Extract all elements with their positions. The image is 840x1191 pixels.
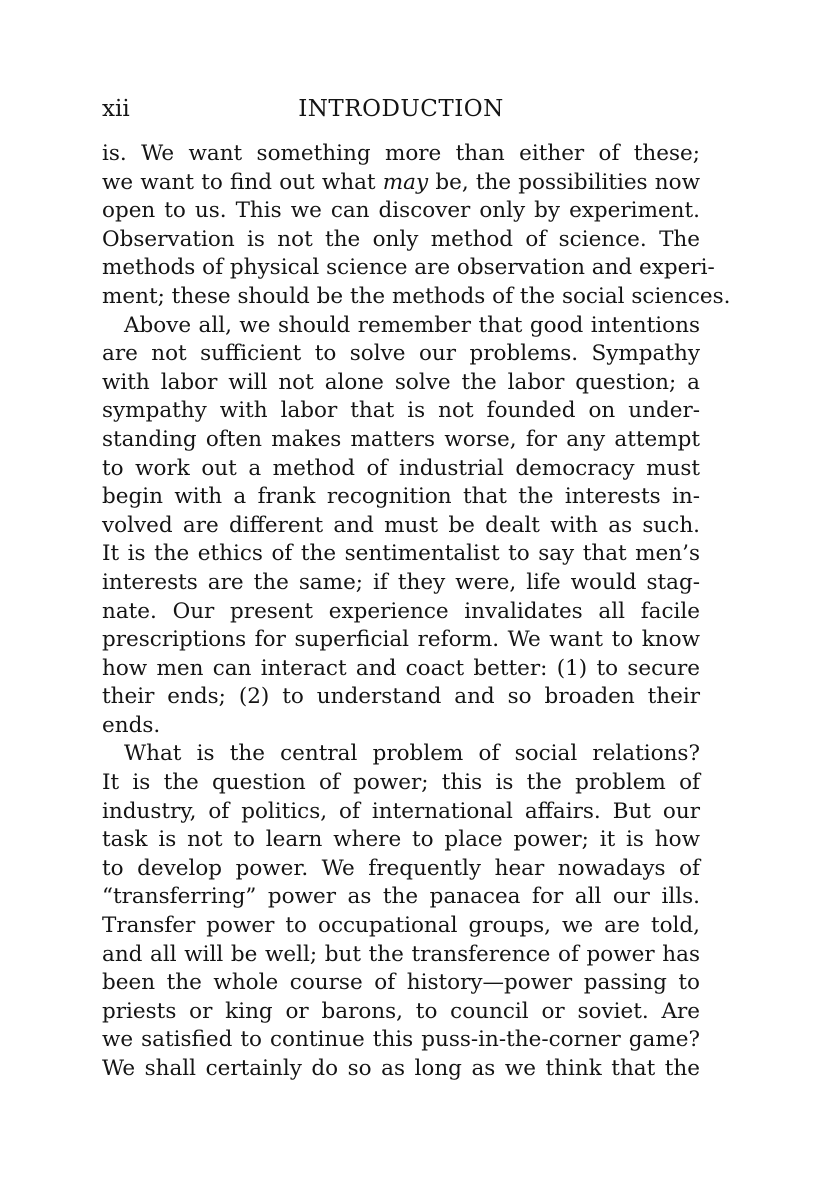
text-line: is. We want something more than either of these; [102,141,700,166]
text-line: and all will be well; but the transference of power has [102,941,700,967]
text-line: standing often makes matters worse, for any attempt [102,426,700,452]
text-line: we want to find out what may be, the possibilities now [102,169,700,195]
text-line: Observation is not the only method of science. The [102,226,700,252]
text-line: task is not to learn where to place power; it is how [102,827,700,853]
text-line: prescriptions for superficial reform. We want to know [102,627,700,653]
text-line: been the whole course of history—power passing to [102,970,700,996]
paragraph [102,740,700,1083]
text-line: begin with a frank recognition that the interests in- [102,484,700,510]
emphasis-may: may [382,169,429,195]
paragraph [102,312,700,741]
page-number: xii [102,96,130,122]
text-line: volved are different and must be dealt with as such. [102,512,700,538]
text-line: It is the ethics of the sentimentalist to say that men’s [102,541,700,567]
running-head [102,94,700,124]
running-head-title: INTRODUCTION [298,96,504,122]
text-line: open to us. This we can discover only by experiment. [102,198,700,224]
text-line: with labor will not alone solve the labor question; a [102,369,700,395]
text-line: Transfer power to occupational groups, we are told, [102,913,700,939]
text-line: ment; these should be the methods of the social sciences. [102,283,731,309]
text-line: priests or king or barons, to council or soviet. Are [102,998,700,1024]
text-line: to develop power. We frequently hear nowadays of [102,855,700,881]
text-line: industry, of politics, of international affairs. But our [102,798,700,824]
text-line: are not sufficient to solve our problems. Sympathy [102,341,700,367]
text-line: What is the central problem of social relations? [124,741,700,767]
text-line: methods of physical science are observation and experi- [102,255,715,281]
text-line: to work out a method of industrial democracy must [102,455,700,481]
text-line: “transferring” power as the panacea for all our ills. [102,884,700,910]
text-line: how men can interact and coact better: (1) to secure [102,655,700,681]
text-line: interests are the same; if they were, life would stag- [102,569,700,595]
text-line: Above all, we should remember that good intentions [124,312,700,338]
text-line: sympathy with labor that is not founded on under- [102,398,700,424]
text-line: we satisfied to continue this puss-in-the-corner game? [102,1027,700,1053]
body-text [102,140,731,1084]
text-line: their ends; (2) to understand and so broaden their [102,684,700,710]
text-line: We shall certainly do so as long as we think that the [102,1056,700,1081]
text-line: ends. [102,712,161,738]
text-line: nate. Our present experience invalidates all facile [102,598,700,624]
paragraph [102,140,731,312]
text-line: It is the question of power; this is the problem of [102,770,700,796]
